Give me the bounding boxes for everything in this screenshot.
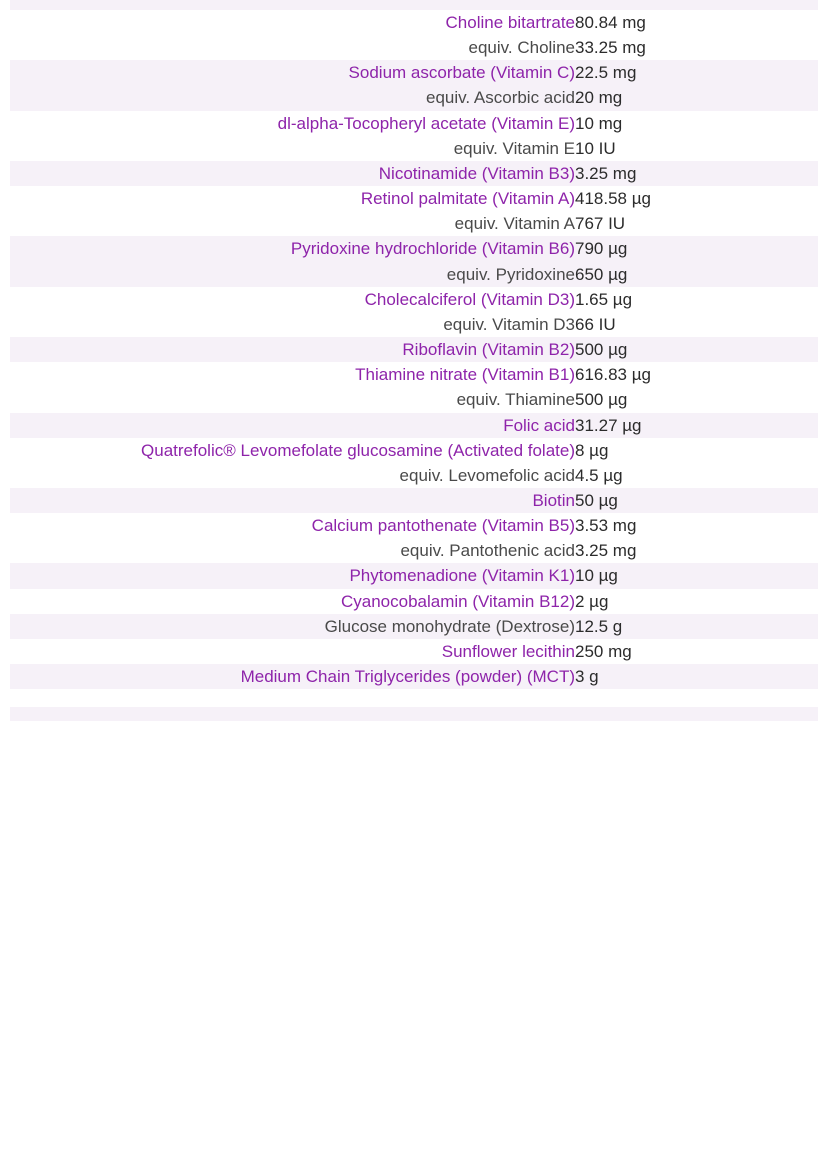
ingredient-equivalent-label: equiv. Vitamin D3 (443, 314, 575, 334)
ingredient-equivalent-amount: 33.25 mg (575, 38, 646, 58)
ingredient-name[interactable]: dl-alpha-Tocopheryl acetate (Vitamin E) (277, 113, 575, 133)
table-row (10, 287, 818, 337)
table-row (10, 664, 818, 689)
table-row (10, 161, 818, 186)
ingredient-amount: 10 µg (575, 566, 618, 586)
ingredient-name-cell (10, 438, 575, 488)
ingredient-name[interactable]: Sodium ascorbate (Vitamin C) (348, 63, 575, 83)
ingredient-amount-cell (575, 589, 818, 614)
ingredient-name[interactable]: Folic acid (503, 415, 575, 435)
ingredient-amount: 250 mg (575, 641, 632, 661)
table-row (10, 186, 818, 236)
ingredient-name-cell (10, 639, 575, 664)
ingredient-name[interactable]: Quatrefolic® Levomefolate glucosamine (Activated folate) (141, 440, 575, 460)
ingredient-name-cell (10, 186, 575, 236)
ingredient-amount-cell (575, 614, 818, 639)
ingredient-amount-cell (575, 664, 818, 689)
ingredient-name-cell (10, 161, 575, 186)
table-row (10, 111, 818, 161)
ingredient-name-cell (10, 589, 575, 614)
table-row (10, 10, 818, 60)
ingredient-amount-cell (575, 186, 818, 236)
ingredient-amount-cell (575, 488, 818, 513)
ingredient-amount: 500 µg (575, 340, 628, 360)
ingredient-equivalent-label: equiv. Pyridoxine (446, 264, 575, 284)
ingredient-amount: 418.58 µg (575, 189, 651, 209)
ingredient-amount-cell (575, 236, 818, 286)
table-row (10, 513, 818, 563)
ingredient-amount-cell (575, 60, 818, 110)
ingredient-equivalent-amount: 10 IU (575, 138, 616, 158)
ingredient-name-cell (10, 111, 575, 161)
ingredient-equivalent-label: equiv. Ascorbic acid (426, 88, 575, 108)
ingredient-equivalent-label: equiv. Thiamine (456, 390, 575, 410)
ingredient-equivalent-amount: 3.25 mg (575, 541, 637, 561)
ingredient-name-cell (10, 488, 575, 513)
ingredient-amount-cell (575, 287, 818, 337)
ingredient-amount: 790 µg (575, 239, 628, 259)
ingredient-amount-cell (575, 161, 818, 186)
ingredient-equivalent-label: equiv. Choline (468, 38, 575, 58)
bottom-row-fragment (10, 707, 818, 721)
ingredient-name[interactable]: Riboflavin (Vitamin B2) (402, 340, 575, 360)
ingredient-amount: 3.53 mg (575, 516, 637, 536)
ingredient-name-cell (10, 513, 575, 563)
ingredient-name[interactable]: Calcium pantothenate (Vitamin B5) (311, 516, 575, 536)
ingredient-name[interactable]: Thiamine nitrate (Vitamin B1) (355, 365, 575, 385)
ingredient-equivalent-amount: 650 µg (575, 264, 628, 284)
ingredient-amount-cell (575, 111, 818, 161)
ingredient-equivalent-amount: 4.5 µg (575, 465, 623, 485)
ingredient-amount-cell (575, 438, 818, 488)
ingredients-table (10, 10, 818, 689)
table-row (10, 438, 818, 488)
ingredient-name-cell (10, 563, 575, 588)
ingredient-name[interactable]: Medium Chain Triglycerides (powder) (MCT) (240, 667, 575, 687)
ingredient-name: Glucose monohydrate (Dextrose) (324, 616, 575, 636)
ingredient-amount-cell (575, 513, 818, 563)
table-bottom-spacer (0, 689, 828, 707)
ingredient-name[interactable]: Cholecalciferol (Vitamin D3) (364, 289, 575, 309)
ingredient-amount-cell (575, 639, 818, 664)
ingredients-table-body (10, 10, 818, 689)
ingredient-equivalent-label: equiv. Pantothenic acid (400, 541, 575, 561)
ingredient-amount: 616.83 µg (575, 365, 651, 385)
ingredient-equivalent-label: equiv. Vitamin A (454, 214, 575, 234)
table-row (10, 236, 818, 286)
ingredient-name-cell (10, 664, 575, 689)
ingredient-name-cell (10, 60, 575, 110)
ingredient-amount: 12.5 g (575, 616, 623, 636)
table-row (10, 488, 818, 513)
ingredient-name-cell (10, 362, 575, 412)
ingredient-amount: 31.27 µg (575, 415, 642, 435)
ingredient-equivalent-amount: 767 IU (575, 214, 626, 234)
table-row (10, 614, 818, 639)
ingredient-name[interactable]: Phytomenadione (Vitamin K1) (349, 566, 575, 586)
ingredient-name[interactable]: Biotin (532, 490, 575, 510)
ingredient-name[interactable]: Cyanocobalamin (Vitamin B12) (340, 591, 575, 611)
ingredient-amount: 10 mg (575, 113, 623, 133)
ingredient-equivalent-amount: 500 µg (575, 390, 628, 410)
ingredient-name-cell (10, 614, 575, 639)
ingredient-amount: 3.25 mg (575, 163, 637, 183)
top-row-fragment (10, 0, 818, 10)
ingredient-amount-cell (575, 337, 818, 362)
ingredient-amount: 22.5 mg (575, 63, 637, 83)
ingredient-name[interactable]: Nicotinamide (Vitamin B3) (378, 163, 575, 183)
ingredient-name-cell (10, 413, 575, 438)
ingredient-amount-cell (575, 362, 818, 412)
ingredient-name[interactable]: Sunflower lecithin (441, 641, 575, 661)
ingredient-name-cell (10, 10, 575, 60)
table-row (10, 60, 818, 110)
ingredient-amount: 1.65 µg (575, 289, 633, 309)
ingredient-equivalent-label: equiv. Vitamin E (453, 138, 575, 158)
ingredient-equivalent-label: equiv. Levomefolic acid (399, 465, 575, 485)
ingredient-name-cell (10, 287, 575, 337)
table-row (10, 413, 818, 438)
table-row (10, 639, 818, 664)
ingredient-equivalent-amount: 20 mg (575, 88, 623, 108)
table-row (10, 589, 818, 614)
ingredient-name[interactable]: Pyridoxine hydrochloride (Vitamin B6) (290, 239, 575, 259)
table-row (10, 563, 818, 588)
ingredient-amount-cell (575, 10, 818, 60)
ingredient-amount-cell (575, 563, 818, 588)
ingredient-name-cell (10, 337, 575, 362)
ingredient-amount-cell (575, 413, 818, 438)
table-row (10, 337, 818, 362)
ingredient-name-cell (10, 236, 575, 286)
ingredient-amount: 50 µg (575, 490, 618, 510)
ingredient-amount: 8 µg (575, 440, 609, 460)
ingredient-amount: 3 g (575, 667, 599, 687)
ingredient-name[interactable]: Retinol palmitate (Vitamin A) (360, 189, 575, 209)
table-row (10, 362, 818, 412)
ingredient-name[interactable]: Choline bitartrate (445, 13, 575, 32)
ingredient-amount: 80.84 mg (575, 13, 646, 32)
ingredient-equivalent-amount: 66 IU (575, 314, 616, 334)
ingredient-amount: 2 µg (575, 591, 609, 611)
